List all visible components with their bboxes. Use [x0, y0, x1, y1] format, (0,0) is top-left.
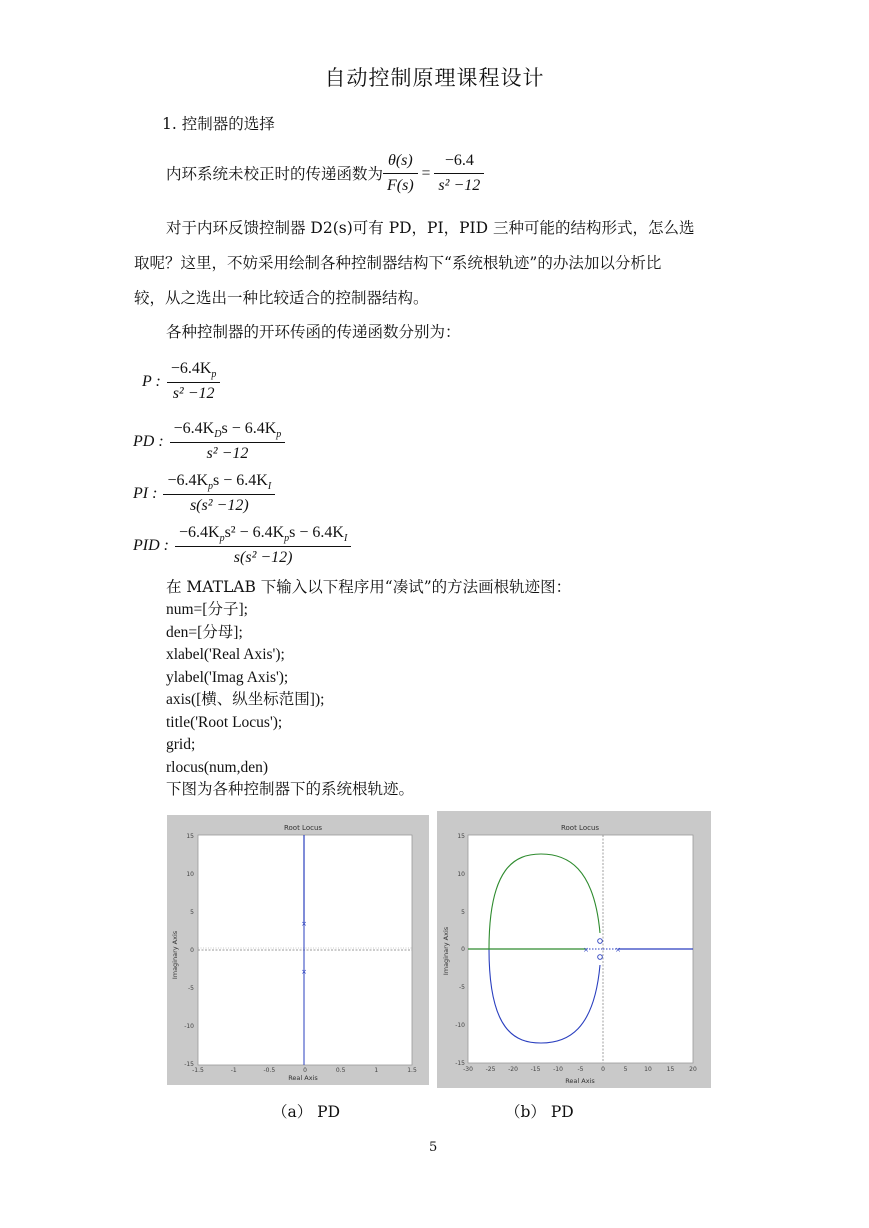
- formula-p-num-text: −6.4K: [170, 360, 212, 377]
- figure-b-xtick: 5: [623, 1066, 628, 1073]
- formula-pi-num-a: −6.4K: [167, 472, 209, 489]
- tf-rhs-num: −6.4: [434, 151, 484, 174]
- formula-p-fraction: [167, 360, 221, 403]
- figure-b-xtick: 20: [689, 1066, 697, 1073]
- figure-a-ytick: 15: [186, 833, 194, 840]
- formula-pid-num-b: s² − 6.4K: [224, 524, 285, 541]
- figure-a-ytick: 0: [190, 947, 194, 954]
- code-line: rlocus(num,den): [166, 758, 269, 776]
- formula-pd-fraction: [170, 420, 286, 463]
- formula-pi-num-b: s − 6.4K: [213, 472, 268, 489]
- formula-pd-num-sub-a: D: [214, 429, 222, 441]
- code-line: den=[分母];: [166, 623, 243, 641]
- formula-p-num-sub: p: [211, 369, 217, 381]
- code-line: num=[分子];: [166, 601, 248, 618]
- tf-intro: [166, 151, 484, 196]
- formula-pd-label: PD :: [133, 432, 164, 450]
- code-line: xlabel('Real Axis');: [166, 646, 285, 663]
- paragraph-1-line-3: 较，从之选出一种比较适合的控制器结构。: [134, 289, 429, 307]
- figure-a-xtick: -0.5: [263, 1067, 276, 1074]
- figure-b-xtick: 15: [666, 1066, 675, 1073]
- figure-b-ytick: -10: [455, 1022, 465, 1029]
- page-title: 自动控制原理课程设计: [324, 66, 545, 90]
- figure-b-ytick: 0: [461, 946, 465, 953]
- figure-a-caption: （a） PD: [272, 1103, 341, 1121]
- figure-b-xtick: -10: [553, 1066, 563, 1073]
- formula-pi-num-sub-b: I: [267, 481, 272, 493]
- formula-pi-den: s(s² −12): [189, 497, 249, 515]
- figure-b-ytick: 15: [457, 833, 465, 840]
- figure-b-xtick: -5: [577, 1066, 584, 1073]
- formula-pid-num: [175, 524, 351, 547]
- figure-a-ytick: -15: [184, 1061, 194, 1068]
- page-number: 5: [429, 1140, 438, 1155]
- code-line: ylabel('Imag Axis');: [166, 668, 289, 686]
- matlab-intro: 在 MATLAB 下输入以下程序用“凑试”的方法画根轨迹图：: [166, 578, 572, 596]
- code-line: title('Root Locus');: [166, 713, 283, 731]
- figure-a-pole-marker: ×: [301, 920, 307, 928]
- formula-pd-den: s² −12: [206, 445, 249, 463]
- figure-a-ylabel: Imaginary Axis: [171, 930, 179, 980]
- formula-pd-num: [170, 420, 286, 443]
- tf-rhs-fraction: [434, 151, 484, 196]
- figure-a-xtick: 0: [303, 1067, 307, 1074]
- figure-b-ytick: 10: [457, 871, 465, 878]
- formula-pid-num-c: s − 6.4K: [289, 524, 344, 541]
- figure-b-ylabel: Imaginary Axis: [442, 926, 450, 976]
- tf-rhs-den: s² −12: [438, 177, 481, 194]
- figure-b: [437, 811, 711, 1088]
- figure-a-ytick: 10: [186, 871, 194, 878]
- figure-a-ytick: 5: [190, 909, 194, 916]
- tf-lhs-num: θ(s): [383, 151, 418, 174]
- code-block: [166, 599, 414, 802]
- formula-pi-label: PI :: [133, 484, 158, 502]
- formula-pid-num-sub-c: I: [343, 533, 348, 545]
- figure-b-title: Root Locus: [560, 824, 600, 832]
- figure-a-plot: [167, 815, 429, 1085]
- figure-b-ytick: 5: [461, 909, 465, 916]
- formula-pid: [133, 524, 351, 567]
- formula-pd-num-b: s − 6.4K: [221, 420, 277, 437]
- formula-pd-num-a: −6.4K: [173, 420, 215, 437]
- formula-pi-num: [163, 472, 275, 495]
- figure-b-pole-marker: ×: [615, 946, 621, 954]
- figure-a-ytick: -5: [188, 985, 194, 992]
- formula-pi-num-sub-a: p: [208, 481, 214, 493]
- figure-a-xtick: 1: [374, 1067, 379, 1074]
- formula-pi-fraction: [163, 472, 275, 515]
- figure-b-xtick: -15: [530, 1066, 541, 1073]
- figure-b-xtick: 10: [644, 1066, 652, 1073]
- figure-b-ytick: -15: [455, 1060, 465, 1067]
- tf-equals: =: [421, 164, 431, 182]
- figure-a-ytick: -10: [184, 1023, 194, 1030]
- figure-a-xtick: 0.5: [335, 1067, 346, 1074]
- formula-pid-den: s(s² −12): [233, 549, 293, 567]
- figure-b-plot: [437, 811, 711, 1088]
- figure-b-ytick: -5: [459, 984, 465, 991]
- figure-b-pole-marker: ×: [583, 946, 589, 954]
- formula-p-den: s² −12: [172, 385, 215, 403]
- figure-b-xtick: 0: [601, 1066, 605, 1073]
- figure-a: [167, 815, 429, 1085]
- code-line: grid;: [166, 736, 196, 753]
- formula-pd: [133, 420, 285, 463]
- figure-intro: 下图为各种控制器下的系统根轨迹。: [166, 781, 415, 798]
- figure-b-caption: （b） PD: [505, 1103, 574, 1121]
- figure-a-xtick: -1: [230, 1067, 237, 1074]
- tf-lhs-den: F(s): [387, 177, 414, 194]
- paragraph-1-line-1: 对于内环反馈控制器 D2(s)可有 PD，PI，PID 三种可能的结构形式，怎么选: [166, 219, 695, 237]
- formula-pid-num-sub-a: p: [219, 533, 225, 545]
- formula-pid-label: PID :: [133, 536, 169, 554]
- figure-b-xtick: -25: [485, 1066, 496, 1073]
- figure-a-title: Root Locus: [283, 824, 323, 832]
- figure-a-xlabel: Real Axis: [288, 1074, 318, 1082]
- paragraph-2: 各种控制器的开环传函的传递函数分别为：: [166, 323, 461, 341]
- formula-p-num: [167, 360, 221, 383]
- formula-p: [142, 360, 220, 403]
- figure-b-xlabel: Real Axis: [565, 1077, 595, 1085]
- figure-a-xtick: -1.5: [192, 1067, 204, 1074]
- tf-lhs-fraction: [383, 151, 418, 196]
- formula-pd-num-sub-b: p: [276, 429, 282, 441]
- figure-a-xtick: 1.5: [407, 1067, 417, 1074]
- formula-pid-num-sub-b: p: [284, 533, 290, 545]
- code-line: axis([横、纵坐标范围]);: [166, 691, 325, 708]
- tf-intro-text: 内环系统未校正时的传递函数为: [166, 164, 384, 183]
- figure-b-xtick: -30: [463, 1066, 473, 1073]
- paragraph-1-line-2: 取呢？这里，不妨采用绘制各种控制器结构下“系统根轨迹”的办法加以分析比: [134, 254, 662, 272]
- figure-b-xtick: -20: [508, 1066, 518, 1073]
- formula-pi: [133, 472, 275, 515]
- formula-p-label: P :: [142, 372, 161, 390]
- formula-pid-fraction: [175, 524, 351, 567]
- section-heading: 1. 控制器的选择: [162, 115, 275, 133]
- figure-a-pole-marker: ×: [301, 968, 307, 976]
- formula-pid-num-a: −6.4K: [178, 524, 220, 541]
